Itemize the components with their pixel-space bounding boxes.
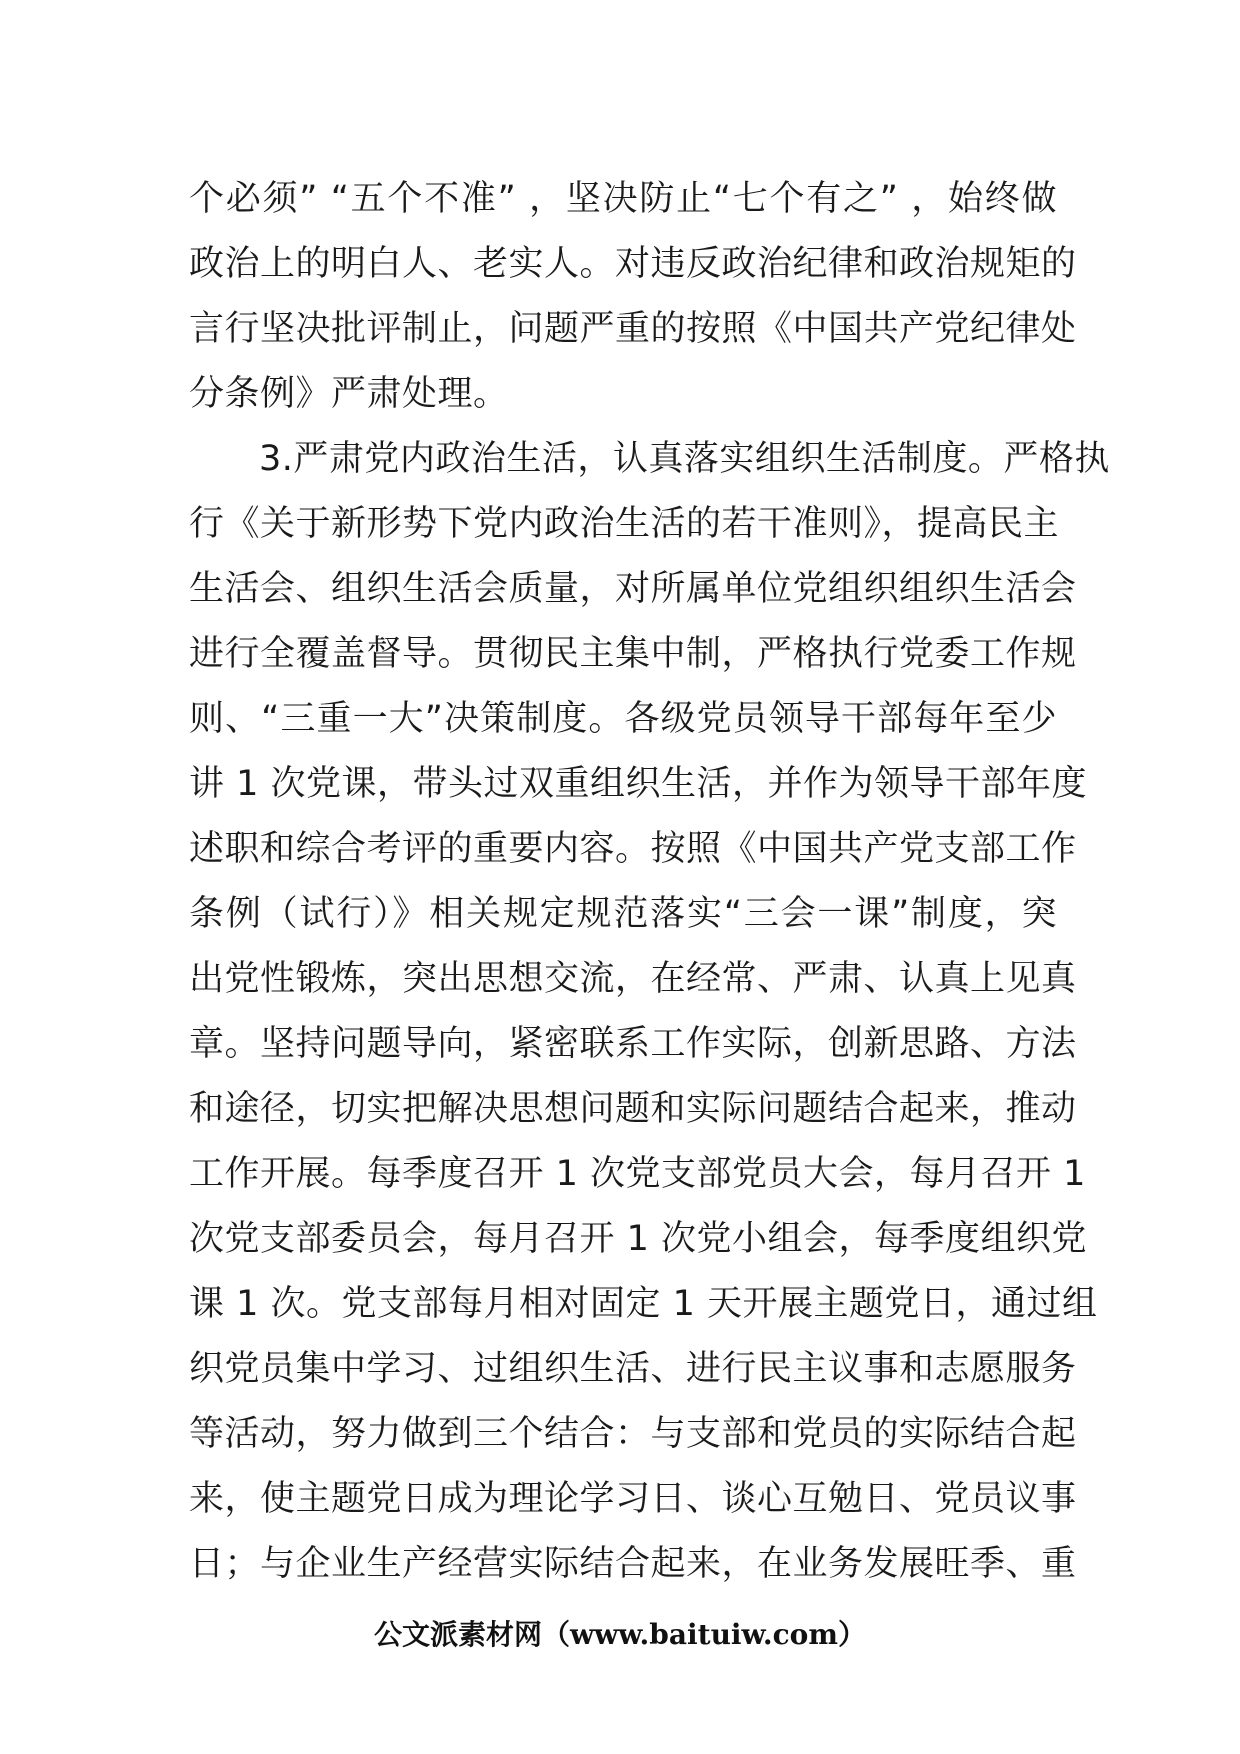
document-body <box>189 167 1110 1597</box>
text-line: 和途径，切实把解决思想问题和实际问题结合起来，推动 <box>189 1089 1077 1129</box>
text-line: 章。坚持问题导向，紧密联系工作实际，创新思路、方法 <box>189 1024 1077 1064</box>
text-line: 述职和综合考评的重要内容。按照《中国共产党支部工作 <box>189 829 1077 869</box>
text-line: 行《关于新形势下党内政治生活的若干准则》，提高民主 <box>189 504 1060 544</box>
text-line: 言行坚决批评制止，问题严重的按照《中国共产党纪律处 <box>189 309 1077 349</box>
text-line: 日；与企业生产经营实际结合起来，在业务发展旺季、重 <box>189 1544 1077 1584</box>
text-line: 出党性锻炼，突出思想交流，在经常、严肃、认真上见真 <box>189 959 1077 999</box>
text-line: 分条例》严肃处理。 <box>189 374 509 414</box>
text-line: 织党员集中学习、过组织生活、进行民主议事和志愿服务 <box>189 1349 1077 1389</box>
text-line: 次党支部委员会，每月召开 1 次党小组会，每季度组织党 <box>189 1219 1088 1259</box>
footer-watermark-text: 公文派素材网（www.baituiw.com） <box>374 1618 866 1651</box>
text-line: 条例（试行）》相关规定规范落实“三会一课”制度，突 <box>189 894 1057 934</box>
text-line: 等活动，努力做到三个结合：与支部和党员的实际结合起 <box>189 1414 1077 1454</box>
text-line: 个必须” “五个不准” ，坚决防止“七个有之” ，始终做 <box>189 179 1057 219</box>
text-line: 课 1 次。党支部每月相对固定 1 天开展主题党日，通过组 <box>189 1284 1098 1324</box>
text-line: 来，使主题党日成为理论学习日、谈心互勉日、党员议事 <box>189 1479 1077 1519</box>
paragraph-heading-line: 3.严肃党内政治生活，认真落实组织生活制度。严格执 <box>259 439 1110 479</box>
text-line: 生活会、组织生活会质量，对所属单位党组织组织生活会 <box>189 569 1077 609</box>
text-line: 讲 1 次党课，带头过双重组织生活，并作为领导干部年度 <box>189 764 1088 804</box>
text-line: 政治上的明白人、老实人。对违反政治纪律和政治规矩的 <box>189 244 1077 284</box>
text-line: 则、“三重一大”决策制度。各级党员领导干部每年至少 <box>189 699 1057 739</box>
text-line: 进行全覆盖督导。贯彻民主集中制，严格执行党委工作规 <box>189 634 1077 674</box>
text-line: 工作开展。每季度召开 1 次党支部党员大会，每月召开 1 <box>189 1154 1086 1194</box>
